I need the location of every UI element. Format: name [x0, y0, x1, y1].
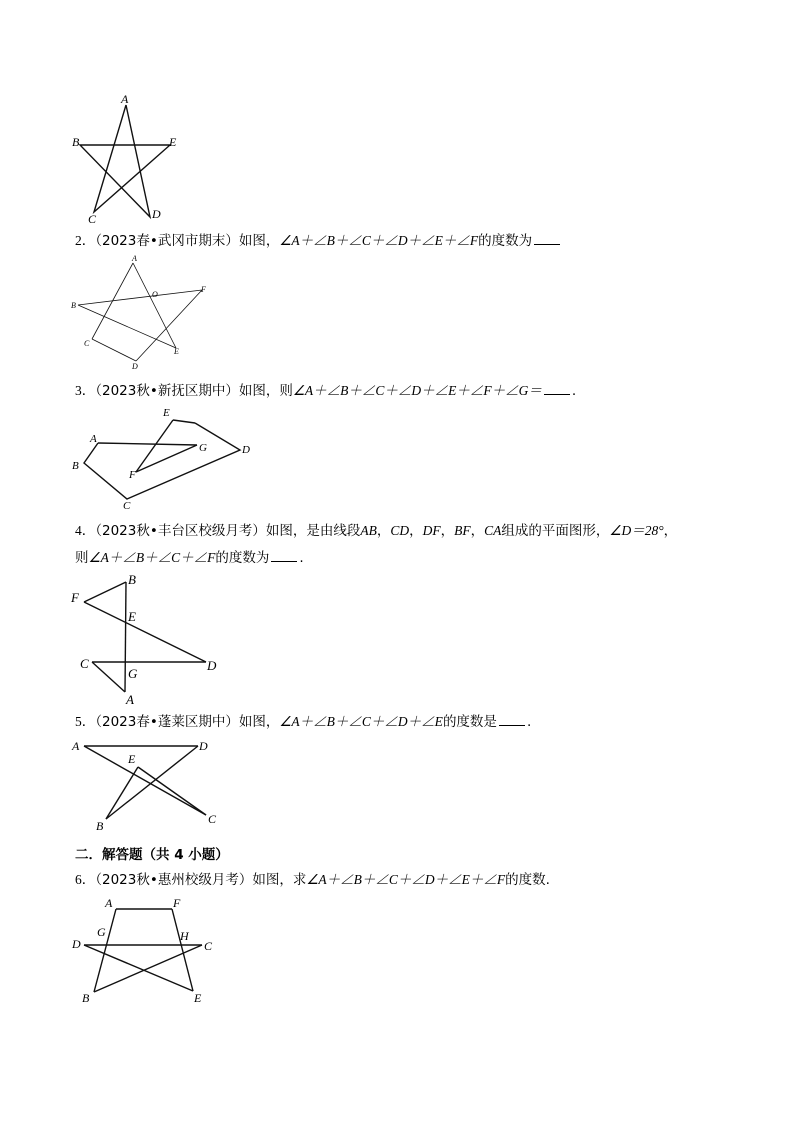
label-E: E	[174, 347, 179, 356]
label-A: A	[72, 739, 80, 753]
segment-AG	[98, 443, 197, 445]
label-B: B	[96, 819, 104, 833]
segment-CD	[92, 339, 136, 361]
segment-BC	[94, 945, 202, 992]
label-B: B	[128, 572, 136, 587]
question-2	[75, 231, 562, 251]
angle-expression: ∠A＋∠B＋∠C＋∠D＋∠E＋∠F	[279, 233, 479, 248]
figure-q4	[70, 572, 230, 707]
label-F: F	[129, 469, 136, 481]
label-A: A	[121, 92, 129, 106]
segment-AC	[92, 263, 133, 339]
segment-BE	[78, 305, 176, 348]
segment-ED	[173, 420, 195, 423]
segment-AC	[84, 746, 206, 815]
question-source: （2023秋•丰台区校级月考）	[95, 523, 266, 539]
segment-DB	[106, 746, 198, 819]
question-number: 5．	[75, 714, 96, 729]
question-tail: .	[571, 383, 577, 399]
question-tail: 的度数.	[505, 872, 550, 888]
question-tail-2: .	[299, 550, 304, 566]
label-E: E	[128, 609, 136, 624]
figure-q3	[70, 405, 270, 515]
label-A: A	[132, 254, 137, 263]
label-D: D	[199, 739, 208, 753]
question-4-line-2	[75, 548, 304, 568]
angle-expression: ∠A＋∠B＋∠C＋∠F	[88, 550, 216, 565]
label-C: C	[88, 212, 97, 226]
label-C: C	[84, 339, 90, 348]
section-heading: 二．解答题（共 4 小题）	[75, 847, 229, 863]
segment-DF: DF	[422, 523, 441, 538]
label-F: F	[71, 590, 79, 605]
segment-EB	[106, 767, 138, 819]
answer-blank	[271, 549, 297, 562]
segment-BF	[84, 582, 126, 602]
segment-AE	[133, 263, 176, 348]
label-F: F	[201, 285, 206, 294]
question-text-2: 组成的平面图形，	[501, 523, 610, 539]
segment-CA: CA	[484, 523, 502, 538]
question-text: 如图，	[238, 714, 280, 730]
label-C: C	[80, 656, 89, 671]
question-tail-2: .	[526, 714, 532, 730]
segment-CA	[92, 662, 125, 692]
angle-expression: ∠A＋∠B＋∠C＋∠D＋∠E	[279, 714, 443, 729]
label-H: H	[180, 929, 189, 943]
label-D: D	[152, 207, 161, 221]
label-D: D	[207, 658, 217, 673]
label-G: G	[128, 666, 138, 681]
question-number: 3．	[75, 383, 96, 398]
answer-blank	[544, 382, 570, 395]
given-condition: ∠D＝28°	[609, 523, 664, 538]
question-source: （2023春•武冈市期末）	[95, 233, 239, 249]
segment-AB	[125, 582, 126, 692]
label-C: C	[208, 812, 217, 826]
question-5	[75, 712, 531, 732]
segment-DF	[84, 602, 206, 662]
question-tail: 的度数为	[215, 550, 270, 566]
figure-q6	[70, 895, 230, 1010]
label-C: C	[204, 939, 213, 953]
label-O: O	[152, 290, 158, 299]
label-E: E	[169, 135, 177, 149]
label-D: D	[242, 444, 250, 456]
label-A: A	[105, 896, 113, 910]
label-E: E	[194, 991, 202, 1005]
question-source: （2023春•蓬莱区期中）	[95, 714, 239, 730]
question-number: 4．	[75, 523, 96, 538]
angle-expression: ∠A＋∠B＋∠C＋∠D＋∠E＋∠F	[306, 872, 506, 887]
label-B: B	[71, 301, 76, 310]
question-text: 如图，求	[252, 872, 307, 888]
segment-BF	[78, 290, 202, 305]
label-E: E	[128, 752, 136, 766]
question-source: （2023秋•惠州校级月考）	[95, 872, 253, 888]
label-D: D	[72, 937, 81, 951]
figure-q2	[70, 254, 220, 371]
segment-BF: BF	[454, 523, 471, 538]
question-6	[75, 870, 550, 890]
question-number: 2．	[75, 233, 96, 248]
label-D: D	[132, 362, 138, 371]
label-B: B	[72, 460, 79, 472]
question-number: 6．	[75, 872, 96, 887]
label-A: A	[90, 433, 97, 445]
label-B: B	[82, 991, 90, 1005]
question-text: 如图，则	[238, 383, 293, 399]
question-source: （2023秋•新抚区期中）	[95, 383, 239, 399]
answer-blank	[534, 232, 560, 245]
answer-blank	[499, 713, 525, 726]
question-tail: 的度数为	[478, 233, 533, 249]
label-B: B	[72, 135, 80, 149]
star-outline	[80, 105, 170, 217]
label-C: C	[123, 500, 131, 512]
angle-expression: ∠A＋∠B＋∠C＋∠D＋∠E＋∠F＋∠G＝	[292, 383, 542, 398]
segment-AB: AB	[360, 523, 377, 538]
label-E: E	[163, 407, 170, 419]
figure-q5	[70, 735, 230, 835]
segment-CD: CD	[390, 523, 410, 538]
segment-EC	[138, 767, 206, 815]
question-3	[75, 381, 576, 401]
question-4: 4．（2023秋•丰台区校级月考）如图，是由线段AB，CD，DF，BF，CA组成的平面图形，∠D＝28°，	[75, 523, 678, 539]
segment-DF	[136, 290, 202, 361]
label-A: A	[126, 692, 134, 707]
label-G: G	[97, 925, 106, 939]
label-F: F	[173, 896, 181, 910]
label-G: G	[199, 442, 207, 454]
question-tail: 的度数是	[442, 714, 497, 730]
question-text: 如图，是由线段	[265, 523, 361, 539]
question-text: 如图，	[238, 233, 280, 249]
question-line-prefix: 则	[75, 550, 89, 566]
figure-star	[70, 90, 190, 230]
